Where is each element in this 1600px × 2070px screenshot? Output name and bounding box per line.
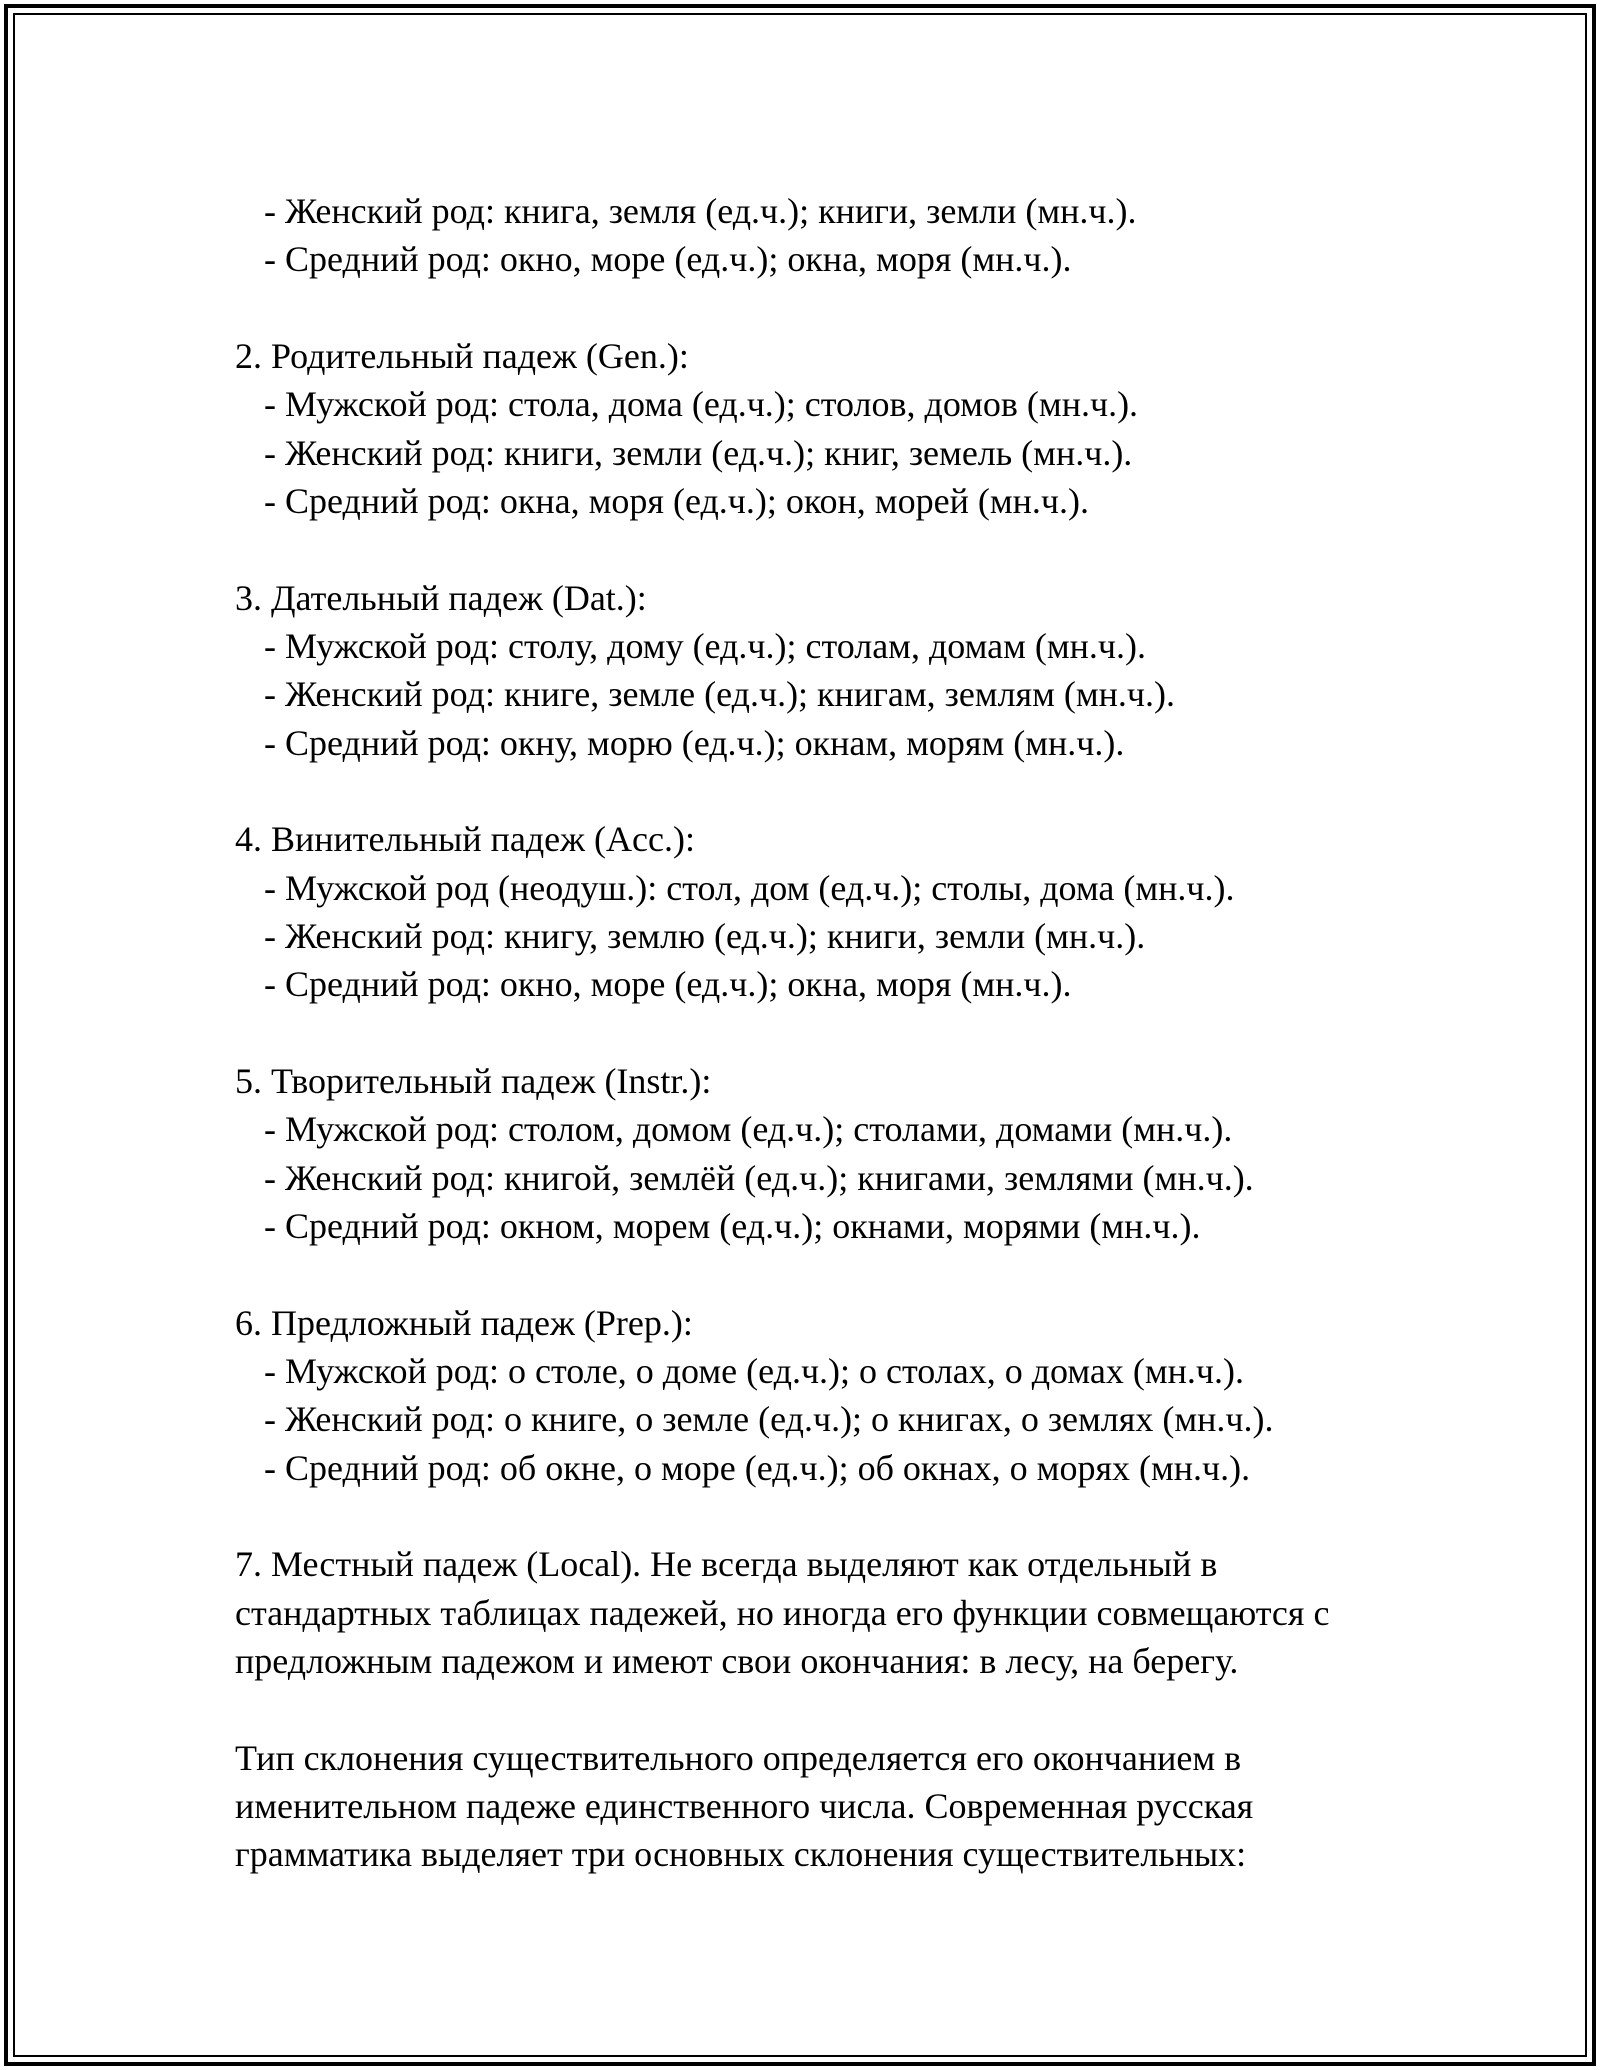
paragraph-declension-types (235, 1734, 1565, 1879)
case-heading: 2. Родительный падеж (Gen.): (235, 335, 689, 376)
case-heading: 3. Дательный падеж (Dat.): (235, 577, 647, 618)
list-item: - Женский род: книгу, землю (ед.ч.); книги, земли (мн.ч.). (264, 915, 1146, 956)
list-item: - Мужской род: о столе, о доме (ед.ч.); о столах, о домах (мн.ч.). (264, 1350, 1245, 1391)
case-heading: 5. Творительный падеж (Instr.): (235, 1060, 712, 1101)
list-item: - Мужской род: столом, домом (ед.ч.); столами, домами (мн.ч.). (264, 1109, 1233, 1150)
paragraph-line: 7. Местный падеж (Local). Не всегда выделяют как отдельный в (235, 1544, 1218, 1585)
list-item: - Средний род: окно, море (ед.ч.); окна, моря (мн.ч.). (264, 964, 1072, 1005)
case-section-genitive (235, 332, 1565, 525)
list-item: - Средний род: окном, морем (ед.ч.); окнами, морями (мн.ч.). (264, 1205, 1201, 1246)
case-heading: 4. Винительный падеж (Acc.): (235, 819, 695, 860)
list-item: - Средний род: окна, моря (ед.ч.); окон, морей (мн.ч.). (264, 480, 1089, 521)
paragraph-line: предложным падежом и имеют свои окончания: в лесу, на берегу. (235, 1640, 1239, 1681)
case-heading: 6. Предложный падеж (Prep.): (235, 1302, 693, 1343)
case-section-instrumental (235, 1057, 1565, 1250)
paragraph-line: Тип склонения существительного определяется его окончанием в (235, 1737, 1242, 1778)
case-section-prepositional (235, 1299, 1565, 1492)
list-item: - Средний род: окну, морю (ед.ч.); окнам, морям (мн.ч.). (264, 722, 1125, 763)
paragraph-line: стандартных таблицах падежей, но иногда его функции совмещаются с (235, 1592, 1330, 1633)
list-item: - Женский род: книгой, землёй (ед.ч.); книгами, землями (мн.ч.). (264, 1157, 1254, 1198)
list-item: - Женский род: о книге, о земле (ед.ч.); о книгах, о землях (мн.ч.). (264, 1399, 1274, 1440)
list-item: - Средний род: об окне, о море (ед.ч.); об окнах, о морях (мн.ч.). (264, 1447, 1251, 1488)
list-item: - Средний род: окно, море (ед.ч.); окна, моря (мн.ч.). (264, 239, 1072, 280)
list-item: - Женский род: книге, земле (ед.ч.); книгам, землям (мн.ч.). (264, 674, 1176, 715)
case-section-accusative (235, 815, 1565, 1008)
list-item: - Женский род: книги, земли (ед.ч.); книг, земель (мн.ч.). (264, 432, 1133, 473)
list-item: - Мужской род: стола, дома (ед.ч.); столов, домов (мн.ч.). (264, 384, 1139, 425)
list-item: - Мужской род (неодуш.): стол, дом (ед.ч.); столы, дома (мн.ч.). (264, 867, 1235, 908)
paragraph-line: именительном падеже единственного числа. Современная русская (235, 1785, 1254, 1826)
list-item: - Женский род: книга, земля (ед.ч.); книги, земли (мн.ч.). (264, 191, 1137, 231)
document-body (235, 187, 1565, 1878)
case-section-dative (235, 574, 1565, 767)
paragraph-line: грамматика выделяет три основных склонения существительных: (235, 1834, 1247, 1875)
paragraph-locative (235, 1540, 1565, 1685)
case-section-continued (235, 187, 1565, 284)
list-item: - Мужской род: столу, дому (ед.ч.); столам, домам (мн.ч.). (264, 625, 1147, 666)
